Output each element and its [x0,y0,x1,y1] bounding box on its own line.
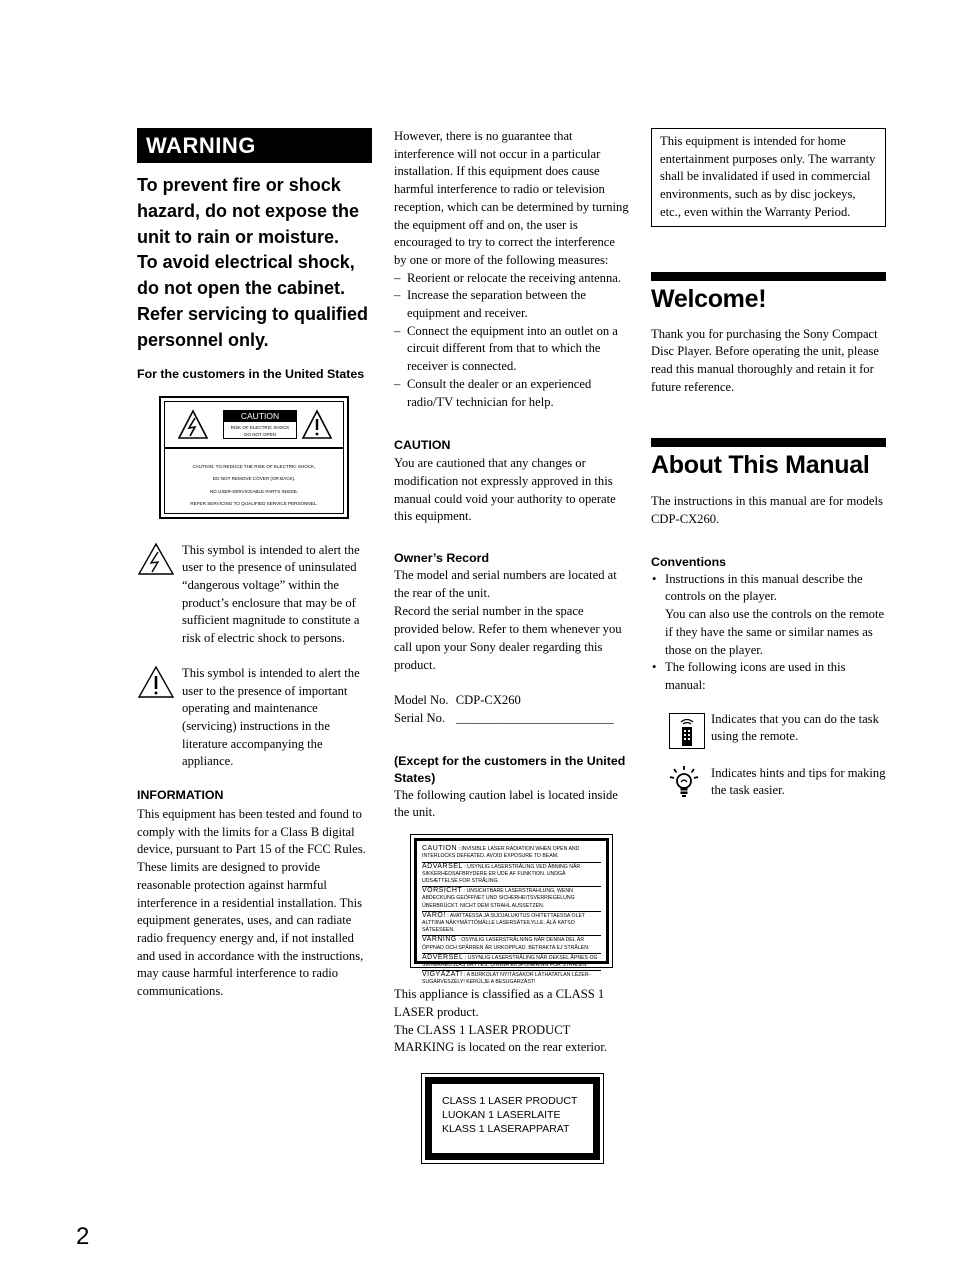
warning-column [137,128,372,1001]
class1-label-line: LUOKAN 1 LASERLAITE [442,1108,561,1121]
information-text: This equipment has been tested and found to comply with the limits for a Class B digital device, pursuant to Part 15 of the FCC Rules. These limits are designed to provide reasonable protection against harmful interference in a residential installation. This equipment generates, uses, and can radiate radio frequency energy and, if not installed and used in accordance with the instructions, may cause harmful interference to radio communications. [137,807,366,999]
home-use-notice [651,128,886,227]
section-rule [651,438,886,447]
list-item: – Reorient or relocate the receiving antenna. [394,270,630,288]
laser-label-entry: VORSICHT : UNSICHTBARE LASERSTRAHLUNG, WENN ABDECKUNG GEÖFFNET UND SICHERHEITSVERRIEGELUNG ÜBERBRÜCKT. NICHT DEM STRAHL AUSSETZEN. [422,887,601,912]
lightning-triangle-icon [137,542,175,576]
caution-label-lines [165,461,343,511]
laser-label-entry: VIGYÁZAT! : A BURKOLAT NYITÁSAKOR LÁTHATATLAN LÉZER-SUGÁRVESZÉLY! KERÜLJE A BESUGÁRZÁST! [422,971,591,986]
model-value: CDP-CX260 [455,693,521,708]
class1-label-line: CLASS 1 LASER PRODUCT [442,1094,578,1107]
voltage-symbol-text: This symbol is intended to alert the user to the presence of uninsulated “dangerous voltage” within the product’s enclosure that may be of sufficient magnitude to constitute a risk of electric shock to persons. [182,542,360,646]
exclamation-triangle-icon [137,665,175,699]
information-heading: INFORMATION [137,788,224,803]
exclamation-triangle-icon [301,409,333,441]
laser-label-entry: CAUTION : INVISIBLE LASER RADIATION WHEN OPEN AND INTERLOCKS DEFEATED. AVOID EXPOSURE TO BEAM. [422,845,601,862]
caution-word: CAUTION [224,411,296,422]
owners-record-heading: Owner’s Record [394,551,490,566]
list-item: – Consult the dealer or an experienced radio/TV technician for help. [394,376,630,411]
laser-label-entry: ADVARSEL : USYNLIG LASERSTRÅLING VED ÅBNING NÅR SIKKERHEDSAFBRYDERE ER UDE AF FUNKTION. UNDGÅ UDSÆTTELSE FOR STRÅLING. [422,863,601,888]
class1-laser-label [421,1073,604,1164]
serial-blank: _________________________ [456,710,614,725]
interference-text: However, there is no guarantee that interference will not occur in a particular installation. If this equipment does cause harmful interference to radio or television reception, which can be determined by turning the equipment off and on, the user is encouraged to try to correct the interference by one or more of the following measures: [394,129,629,267]
class1-classification-text: This appliance is classified as a CLASS 1 LASER product. [394,987,605,1019]
caution-label-line: DO NOT REMOVE COVER (OR BACK). [212,476,296,482]
model-label: Model No. [394,693,449,708]
welcome-section [651,272,886,397]
instructions-symbol-note [137,665,372,771]
home-use-notice-text: This equipment is intended for home entertainment purposes only. The warranty shall be invalidated if used in commercial environments, such as by disc jockeys, etc., even within the Warranty Period. [660,134,876,219]
voltage-symbol-note [137,542,372,648]
welcome-text: Thank you for purchasing the Sony Compact Disc Player. Before operating the unit, please read this manual thoroughly and retain it for future reference. [651,326,880,394]
model-number-row [394,692,630,710]
right-column [651,128,886,815]
caution-label-line: CAUTION: TO REDUCE THE RISK OF ELECTRIC SHOCK, [192,463,316,469]
shock-warning-text: To avoid electrical shock, do not open the cabinet. Refer servicing to qualified personnel only. [137,252,369,350]
about-section [651,438,886,814]
tip-icon-row [651,765,886,815]
laser-label-entry: VARO! : AVATTAESSA JA SUOJALUKITUS OHITETTAESSA OLET ALTTIINA NÄKYMÄTTÖMÄLLE LASERSÄTEILYLLE. ÄLÄ KATSO SÄTEESEEN. [422,912,601,937]
about-text: The instructions in this manual are for models CDP-CX260. [651,494,883,527]
conventions-item-text: • Instructions in this manual describe the controls on the player. [665,571,863,604]
conventions-list [651,571,886,695]
serial-number-row [394,710,630,728]
except-us-heading: (Except for the customers in the United States) [394,753,626,785]
page-number: 2 [76,1223,90,1250]
list-item: • The following icons are used in this manual: [651,659,886,694]
fire-warning-text: To prevent fire or shock hazard, do not expose the unit to rain or moisture. [137,175,360,247]
owners-record-text: The model and serial numbers are located at the rear of the unit. [394,568,617,600]
conventions-item-text: You can also use the controls on the remote if they have the same or similar names as those on the player. [665,607,885,657]
caution-heading: CAUTION [394,438,451,453]
class1-label-line: KLASS 1 LASERAPPARAT [442,1122,570,1135]
serial-label: Serial No. [394,710,446,725]
middle-column [394,128,630,1164]
remote-icon-row [651,713,886,763]
caution-label-line: REFER SERVICING TO QUALIFIED SERVICE PERSONNEL. [190,501,318,507]
conventions-heading: Conventions [651,554,727,569]
class1-marking-text: The CLASS 1 LASER PRODUCT MARKING is located on the rear exterior. [394,1022,607,1055]
warning-heading: WARNING [137,128,372,163]
caution-label-line: NO USER-SERVICEABLE PARTS INSIDE. [209,488,299,494]
owners-record-instructions: Record the serial number in the space provided below. Refer to them whenever you call upon your Sony dealer regarding this product. [394,604,622,672]
us-customers-heading: For the customers in the United States [137,366,365,381]
caution-text: You are cautioned that any changes or modification not expressly approved in this manual could void your authority to operate this equipment. [394,456,616,524]
laser-caution-label [410,834,613,986]
laser-label-entry: VARNING : OSYNLIG LASERSTRÅLNING NÄR DENNA DEL ÄR ÖPPNAD OCH SPÄRREN ÄR URKOPPLAD. BETRAKTA EJ STRÅLEN. [422,936,601,953]
list-item: – Increase the separation between the equipment and receiver. [394,287,630,322]
tip-icon-text: Indicates hints and tips for making the task easier. [711,765,886,798]
welcome-title: Welcome! [651,284,767,313]
lightning-triangle-icon [177,409,209,441]
electric-shock-caution-label [159,396,349,519]
remote-control-icon [669,713,705,749]
laser-label-entry: ADVERSEL : USYNLIG LASERSTRÅLING NÅR DEKSEL ÅPNES OG SIKKERHEDSLÅS BRYTES. UNNGÅ EKSPONERING FOR STRÅLEN. [422,954,601,971]
lightbulb-tip-icon [669,765,699,799]
list-item: – Connect the equipment into an outlet on a circuit different from that to which the receiver is connected. [394,323,630,376]
list-item [651,571,886,660]
except-us-text: The following caution label is located inside the unit. [394,787,618,820]
interference-measures-list [394,270,630,412]
section-rule [651,272,886,281]
remote-icon-text: Indicates that you can do the task using the remote. [711,711,879,744]
about-title: About This Manual [651,451,870,480]
risk-line-1: RISK OF ELECTRIC SHOCK [230,424,290,430]
instructions-symbol-text: This symbol is intended to alert the user to the presence of important operating and maintenance (servicing) instructions in the literature accompanying the appliance. [182,665,360,769]
caution-mini-box [223,410,297,439]
risk-line-2: DO NOT OPEN [244,431,276,437]
